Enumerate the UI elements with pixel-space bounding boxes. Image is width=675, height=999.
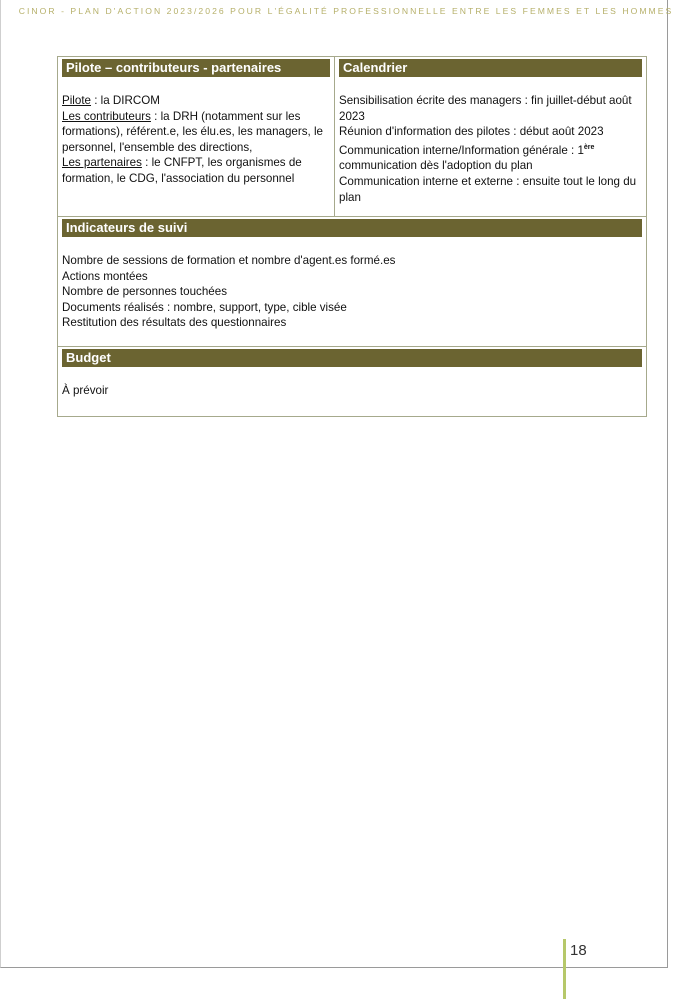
page-number-rule [563,939,566,999]
budget-cell [58,347,646,416]
budget-body [62,383,642,399]
indicateur-item: Nombre de sessions de formation et nombre d'agent.es formé.es [62,254,396,267]
contributeurs-line [62,109,330,156]
calendrier-line-4: Communication interne et externe : ensuite tout le long du plan [339,174,637,204]
running-header: CINOR - PLAN D'ACTION 2023/2026 POUR L'ÉGALITÉ PROFESSIONNELLE ENTRE LES FEMMES ET LES HOMMES [18,6,674,16]
calendrier-line-1: Sensibilisation écrite des managers : fin juillet-début août 2023 [339,94,632,123]
indicateur-item: Restitution des résultats des questionnaires [62,316,287,330]
calendrier-line-3-post: communication dès l'adoption du plan [339,159,533,173]
calendrier-line-3-pre: Communication interne/Information générale : 1 [339,143,584,157]
partenaires-text: : le CNFPT, les organismes de formation, le CDG, l'association du personnel [62,156,302,185]
indicateur-item: Nombre de personnes touchées [62,285,227,299]
calendrier-body [339,93,642,205]
indicateur-item: Actions montées [62,269,148,283]
contributeurs-text: : la DRH (notamment sur les formations), référent.e, les élu.es, les managers, le personnel, l'ensemble des directions, [62,109,323,154]
pilote-line [62,93,330,109]
calendrier-heading: Calendrier [339,59,642,77]
table-row-budget [58,347,646,416]
action-table [57,56,647,417]
calendrier-line-3-sup: ère [583,143,595,151]
pilote-body [62,93,330,187]
table-row-indicateurs [58,217,646,347]
indicateurs-heading: Indicateurs de suivi [62,219,642,237]
partenaires-line [62,155,330,186]
pilote-text: : la DIRCOM [91,94,160,107]
pilote-cell [58,57,335,216]
calendrier-cell [335,57,646,216]
contributeurs-label: Les contributeurs [62,109,151,123]
budget-heading: Budget [62,349,642,367]
indicateurs-body [62,253,642,331]
indicateurs-cell [58,217,646,346]
page-number: 18 [570,942,587,959]
calendrier-line-3 [339,140,642,174]
budget-text: À prévoir [62,384,109,397]
table-row-pilote-calendrier [58,57,646,217]
pilote-label: Pilote [62,94,92,107]
indicateur-item: Documents réalisés : nombre, support, type, cible visée [62,300,347,314]
partenaires-label: Les partenaires [62,156,142,170]
calendrier-line-2: Réunion d'information des pilotes : début août 2023 [339,125,604,139]
pilote-heading: Pilote – contributeurs - partenaires [62,59,330,77]
